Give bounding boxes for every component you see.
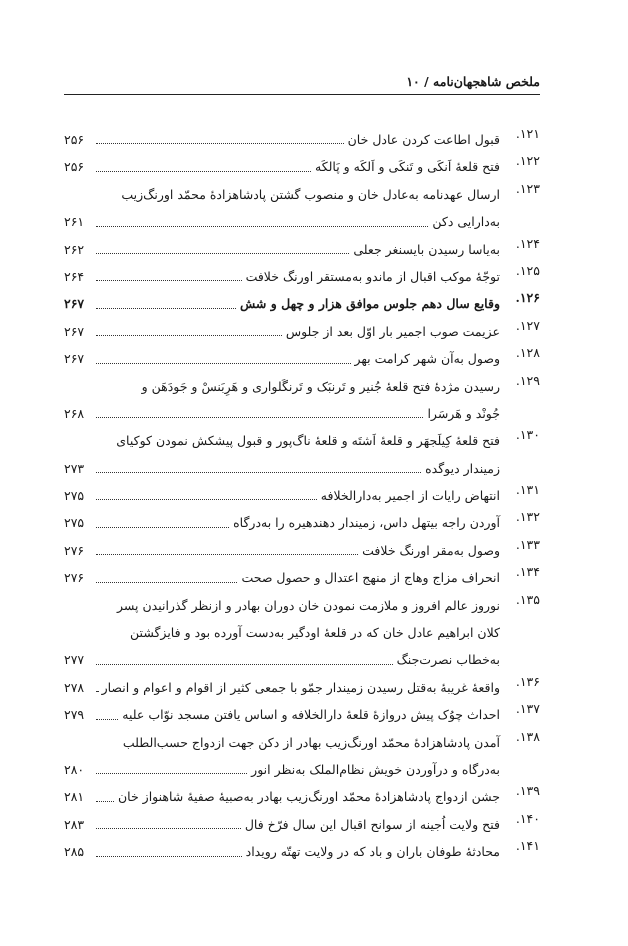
toc-entry-number: ۱۳۵. [515,591,540,607]
toc-entry-number: ۱۳۲. [515,509,540,525]
toc-entry [64,181,540,236]
toc-page-number: ۲۷۸ [64,679,85,695]
toc-entry [64,564,540,591]
dot-leader [96,491,317,500]
toc-entry-number: ۱۴۱. [515,838,540,854]
toc-entry-title: رسیدن مژدهٔ فتح قلعهٔ جُنیر و تَرنبَک و تَرنگَلواری و هَرِبَنسْ و جَودَهَن و [141,378,500,394]
toc-entry-number: ۱۲۷. [515,317,540,333]
toc-page-number: ۲۵۶ [64,131,85,147]
toc-page-number: ۲۶۱ [64,214,85,230]
toc-entry [64,701,540,728]
toc-page-number: ۲۶۷ [64,296,85,312]
toc-entry [64,482,540,509]
toc-entry [64,811,540,838]
toc-entry-number: ۱۳۱. [515,482,540,498]
dot-leader [96,327,282,336]
toc-entry-number: ۱۳۳. [515,536,540,552]
toc-page-number: ۲۸۰ [64,761,85,777]
toc-entry-title: جشن ازدواج پادشاهزادهٔ محمّد اورنگ‌زیب بهادر به‌صبیهٔ صفیهٔ شاهنواز خان [117,789,500,805]
dot-leader [96,272,242,281]
toc-entry [64,783,540,810]
toc-entry-number: ۱۳۶. [515,673,540,689]
dot-leader [96,820,241,829]
toc-page-number: ۲۸۱ [64,789,85,805]
toc-entry-number: ۱۳۷. [515,701,540,717]
toc-entry-number: ۱۳۸. [515,728,540,744]
dot-leader [96,793,114,802]
toc-entry-title: به‌درگاه و درآوردن خویش نظام‌الملک به‌نظر انور [251,761,500,777]
toc-entry-title: عزیمت صوب اجمیر بار اوّل بعد از جلوس [285,323,500,339]
toc-page-number: ۲۷۶ [64,570,85,586]
toc-entry [64,838,540,865]
toc-entry-title: قبول اطاعت کردن عادل خان [347,131,500,147]
toc-page-number: ۲۷۹ [64,707,85,723]
dot-leader [96,848,242,857]
toc-page-number: ۲۷۷ [64,652,85,668]
toc-entry [64,674,540,701]
toc-entry-number: ۱۳۴. [515,564,540,580]
dot-leader [96,409,423,418]
toc-entry [64,537,540,564]
toc-page-number: ۲۷۳ [64,460,85,476]
toc-entry [64,509,540,536]
toc-entry [64,236,540,263]
dot-leader [96,135,344,144]
toc-entry-title: به‌یاسا رسیدن بایسنغر جعلی [353,241,500,257]
dot-leader [96,245,349,254]
toc-entry-title: فتح قلعهٔ کِیلَجهَر و قلعهٔ اَشتَه و قلعهٔ ناگ‌پور و قبول پیشکش نمودن کوکیای [116,433,500,449]
toc-entry-title: توجّهٔ موکب اقبال از ماندو به‌مستقر اورنگ خلافت [245,268,500,284]
toc-page-number: ۲۷۵ [64,515,85,531]
toc-entry-title: آمدن پادشاهزادهٔ محمّد اورنگ‌زیب بهادر از دکن جهت ازدواج حسب‌الطلب [122,734,500,750]
toc-entry-number: ۱۲۹. [515,372,540,388]
toc-entry [64,373,540,428]
toc-entry-title: ارسال عهدنامه به‌عادل خان و منصوب گشتن پادشاهزادهٔ محمّد اورنگ‌زیب [121,186,500,202]
dot-leader [96,574,237,583]
toc-page-number: ۲۸۳ [64,816,85,832]
toc-entry-number: ۱۳۰. [515,427,540,443]
toc-entry [64,290,540,317]
toc-entry-title: جُونْد و هَرسَرا [427,405,500,421]
toc-entry-title: نوروز عالم افروز و ملازمت نمودن خان دوران بهادر و ازنظر گذرانیدن پسر [116,597,500,613]
toc-entry [64,345,540,372]
dot-leader [96,656,393,665]
toc-entry [64,153,540,180]
dot-leader [96,519,229,528]
toc-entry-title: فتح قلعهٔ اَنکَی و تَنکَی و اَلکَه و پَالکَه [315,159,500,175]
toc-page-number: ۲۶۷ [64,323,85,339]
dot-leader [96,711,118,720]
toc-entry-title: احداث چوُک پیش دروازهٔ قلعهٔ دارالخلافه و اساس یافتن مسجد نوّاب علیه [122,707,500,723]
toc-entry-title: کلان ابراهیم عادل خان که در قلعهٔ اودگیر به‌دست آورده بود و فایزگشتن [130,625,500,641]
toc-entry-title: وقایع سال دهم جلوس موافق هزار و چهل و شش [239,296,500,312]
toc-entry-title: به‌دارایی دکن [432,214,500,230]
toc-entry-number: ۱۲۴. [515,235,540,251]
toc-entry [64,263,540,290]
toc-page-number: ۲۶۷ [64,351,85,367]
toc-page-number: ۲۷۶ [64,542,85,558]
toc-page-number: ۲۶۴ [64,268,85,284]
toc-page-number: ۲۷۵ [64,488,85,504]
page-header-title: ملخص شاهجهان‌نامه / ۱۰ [406,74,540,89]
toc-entry-title: زمیندار دیوگده [425,460,500,476]
dot-leader [96,546,358,555]
toc-entry [64,592,540,674]
toc-entry [64,318,540,345]
toc-entry-number: ۱۲۲. [515,153,540,169]
dot-leader [96,464,421,473]
table-of-contents [64,126,540,866]
toc-page-number: ۲۶۲ [64,241,85,257]
toc-page-number: ۲۶۸ [64,405,85,421]
toc-entry-title: انحراف مزاج وهاج از منهج اعتدال و حصول صحت [241,570,500,586]
toc-entry-title: آوردن راجه بیتهل داس، زمیندار دهندهیره را به‌درگاه [233,515,500,531]
running-header [64,74,540,95]
toc-entry [64,729,540,784]
toc-entry-title: محادثهٔ طوفان باران و باد که در ولایت تهتّه رویداد [245,844,500,860]
dot-leader [96,765,247,774]
toc-entry [64,126,540,153]
toc-entry-number: ۱۲۱. [515,126,540,141]
toc-page-number: ۲۵۶ [64,159,85,175]
toc-page-number: ۲۸۵ [64,844,85,860]
toc-entry-number: ۱۲۵. [515,262,540,278]
dot-leader [96,218,428,227]
toc-entry-title: به‌خطاب نصرت‌جنگ [396,652,500,668]
dot-leader [96,355,351,364]
toc-entry-title: فتح ولایت اُجینه از سوانح اقبال این سال فرّخ فال [244,816,500,832]
toc-entry-number: ۱۲۶. [515,290,540,306]
toc-entry-title: وصول به‌آن شهر کرامت بهر [354,351,500,367]
toc-entry [64,427,540,482]
toc-entry-title: انتهاض رایات از اجمیر به‌دارالخلافه [320,488,500,504]
toc-entry-title: وصول به‌مقر اورنگ خلافت [362,542,500,558]
toc-entry-number: ۱۲۸. [515,345,540,361]
dot-leader [96,683,98,692]
toc-entry-number: ۱۳۹. [515,783,540,799]
toc-entry-title: واقعهٔ غریبهٔ به‌قتل رسیدن زمیندار جمّو با جمعی کثیر از اقوام و اعوام و انصار [101,679,500,695]
dot-leader [96,300,236,309]
toc-entry-number: ۱۴۰. [515,810,540,826]
dot-leader [96,163,311,172]
toc-entry-number: ۱۲۳. [515,180,540,196]
